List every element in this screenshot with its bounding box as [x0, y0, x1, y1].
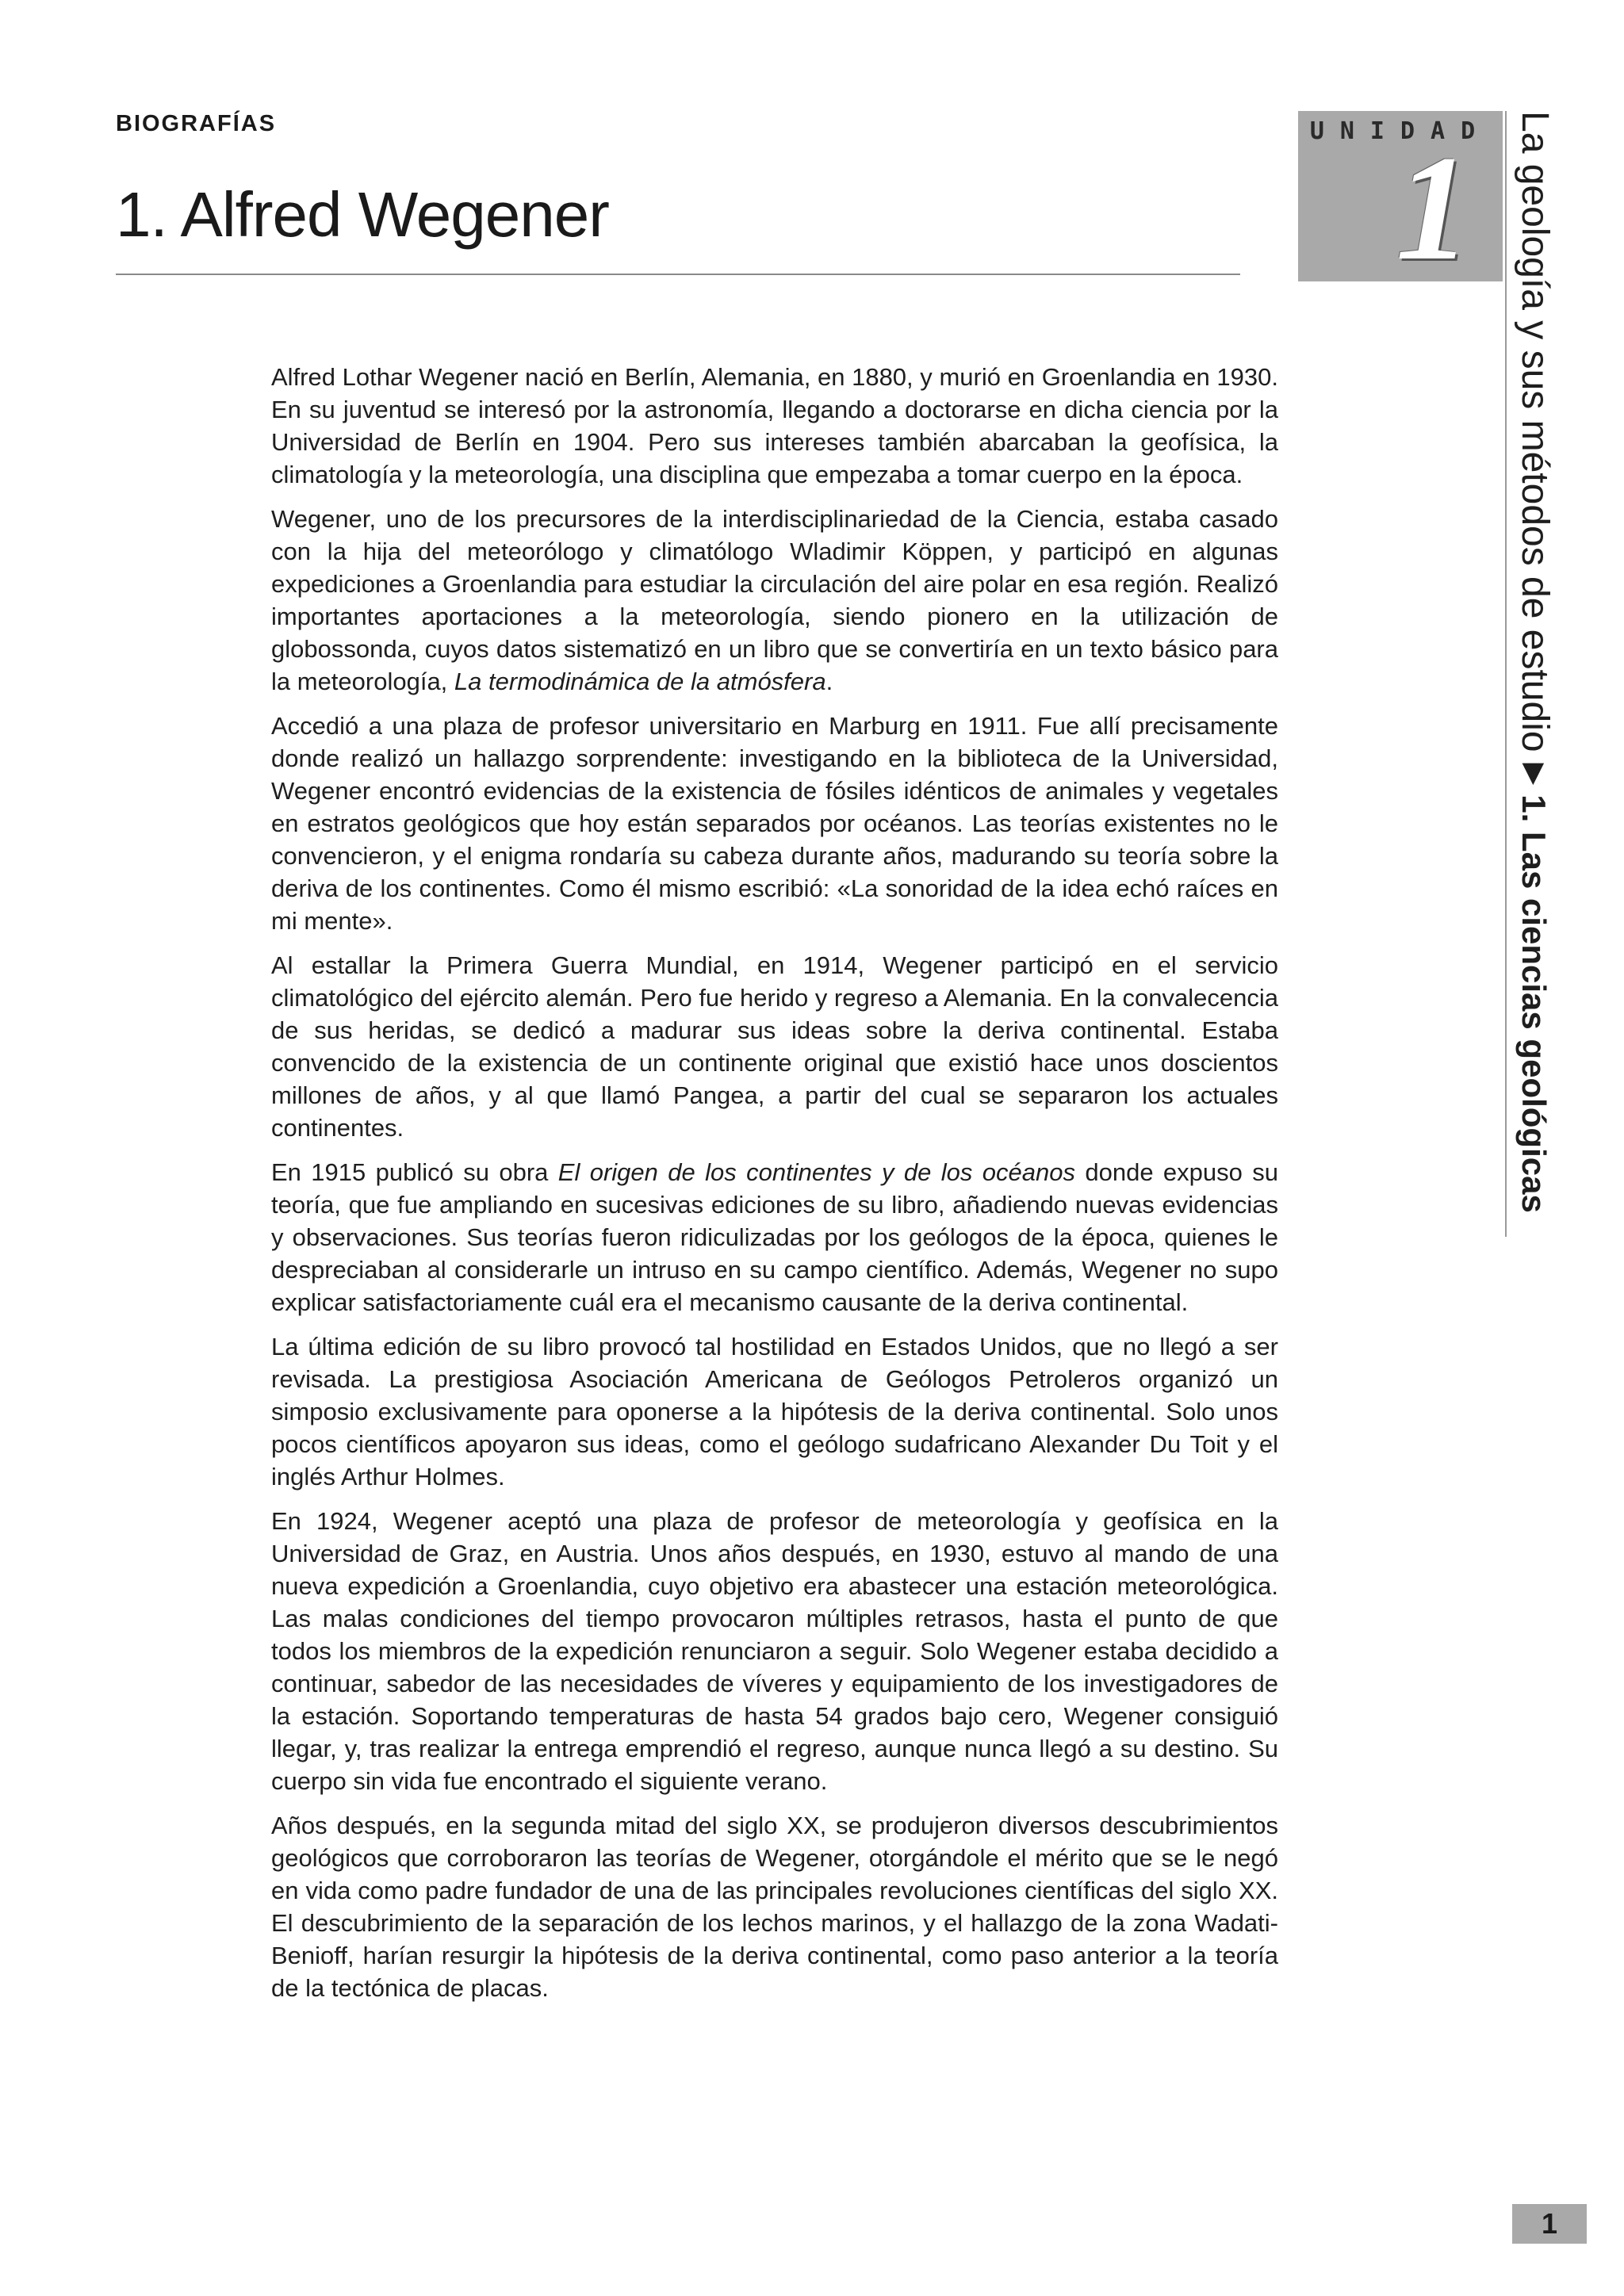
side-banner-text	[1513, 111, 1557, 1213]
side-banner	[1511, 111, 1566, 1237]
unit-number: 1	[1396, 125, 1471, 292]
unit-label: UNIDAD	[1309, 117, 1492, 145]
book-title: El origen de los continentes y de los océanos	[557, 1158, 1075, 1186]
paragraph-6: La última edición de su libro provocó tal hostilidad en Estados Unidos, que no llegó a ser revisada. La prestigiosa Asociación Americana de Geólogos Petroleros organizó un simposio exclusivamente para oponerse a la hipótesis de la deriva continental. Solo unos pocos científicos apoyaron sus ideas, como el geólogo sudafricano Alexander Du Toit y el inglés Arthur Holmes.	[271, 1333, 1278, 1490]
paragraph-5: En 1915 publicó su obra El origen de los continentes y de los océanos donde expuso su teoría, que fue ampliando en sucesivas ediciones de su libro, añadiendo nuevas evidencias y observaciones. Sus teorías fueron ridiculizadas por los geólogos de la época, quienes le despreciaban al considerarle un intruso en su campo científico. Además, Wegener no supo explicar satisfactoriamente cuál era el mecanismo causante de la deriva continental.	[271, 1158, 1279, 1316]
page-title: 1. Alfred Wegener	[116, 179, 609, 250]
paragraph-8: Años después, en la segunda mitad del siglo XX, se produjeron diversos descubrimientos geológicos que corroboraron las teorías de Wegener, otorgándole el mérito que se le negó en vida como padre fundador de una de las principales revoluciones científicas del siglo XX. El descubrimiento de la separación de los lechos marinos, y el hallazgo de la zona Wadati-Benioff, harían resurgir la hipótesis de la deriva continental, como paso anterior a la teoría de la tectónica de placas.	[271, 1812, 1278, 2002]
paragraph-7: En 1924, Wegener aceptó una plaza de profesor de meteorología y geofísica en la Universidad de Graz, en Austria. Unos años después, en 1930, estuvo al mando de una nueva expedición a Groenlandia, cuyo objetivo era abastecer una estación meteorológica. Las malas condiciones del tiempo provocaron múltiples retrasos, hasta el punto de que todos los miembros de la expedición renunciaron a seguir. Solo Wegener estaba decidido a continuar, sabedor de las necesidades de víveres y equipamiento de los investigadores de la estación. Soportando temperaturas de hasta 54 grados bajo cero, Wegener consiguió llegar, y, tras realizar la entrega emprendió el regreso, aunque nunca llegó a su destino. Su cuerpo sin vida fue encontrado el siguiente verano.	[271, 1507, 1278, 1795]
page-number: 1	[1512, 2204, 1587, 2244]
title-divider	[116, 274, 1240, 275]
book-title: La termodinámica de la atmósfera	[454, 668, 826, 695]
unit-title: La geología y sus métodos de estudio	[1514, 111, 1556, 752]
article-body	[271, 361, 1278, 2016]
section-title: 1. Las ciencias geológicas	[1515, 794, 1553, 1213]
side-divider	[1505, 111, 1507, 1237]
section-label: BIOGRAFÍAS	[116, 111, 277, 136]
paragraph-1: Alfred Lothar Wegener nació en Berlín, Alemania, en 1880, y murió en Groenlandia en 1930. En su juventud se interesó por la astronomía, llegando a doctorarse en dicha ciencia por la Universidad de Berlín en 1904. Pero sus intereses también abarcaban la geofísica, la climatología y la meteorología, una disciplina que empezaba a tomar cuerpo en la época.	[271, 363, 1278, 488]
unit-badge	[1298, 111, 1503, 292]
triangle-arrow-icon: ▶	[1519, 763, 1552, 786]
paragraph-3: Accedió a una plaza de profesor universitario en Marburg en 1911. Fue allí precisamente donde realizó un hallazgo sorprendente: investigando en la biblioteca de la Universidad, Wegener encontró evidencias de la existencia de fósiles idénticos de animales y vegetales en estratos geológicos que hoy están separados por océanos. Las teorías existentes no le convencieron, y el enigma rondaría su cabeza durante años, madurando su teoría sobre la deriva de los continentes. Como él mismo escribió: «La sonoridad de la idea echó raíces en mi mente».	[271, 712, 1278, 935]
paragraph-2: Wegener, uno de los precursores de la interdisciplinariedad de la Ciencia, estaba casado con la hija del meteorólogo y climatólogo Wladimir Köppen, y participó en algunas expediciones a Groenlandia para estudiar la circulación del aire polar en esa región. Realizó importantes aportaciones a la meteorología, siendo pionero en la utilización de globossonda, cuyos datos sistematizó en un libro que se convertiría en un texto básico para la meteorología, La termodinámica de la atmósfera.	[271, 505, 1278, 695]
paragraph-4: Al estallar la Primera Guerra Mundial, en 1914, Wegener participó en el servicio climatológico del ejército alemán. Pero fue herido y regreso a Alemania. En la convalecencia de sus heridas, se dedicó a madurar sus ideas sobre la deriva continental. Estaba convencido de la existencia de un continente original que existió hace unos doscientos millones de años, y al que llamó Pangea, a partir del cual se separaron los actuales continentes.	[271, 951, 1278, 1142]
